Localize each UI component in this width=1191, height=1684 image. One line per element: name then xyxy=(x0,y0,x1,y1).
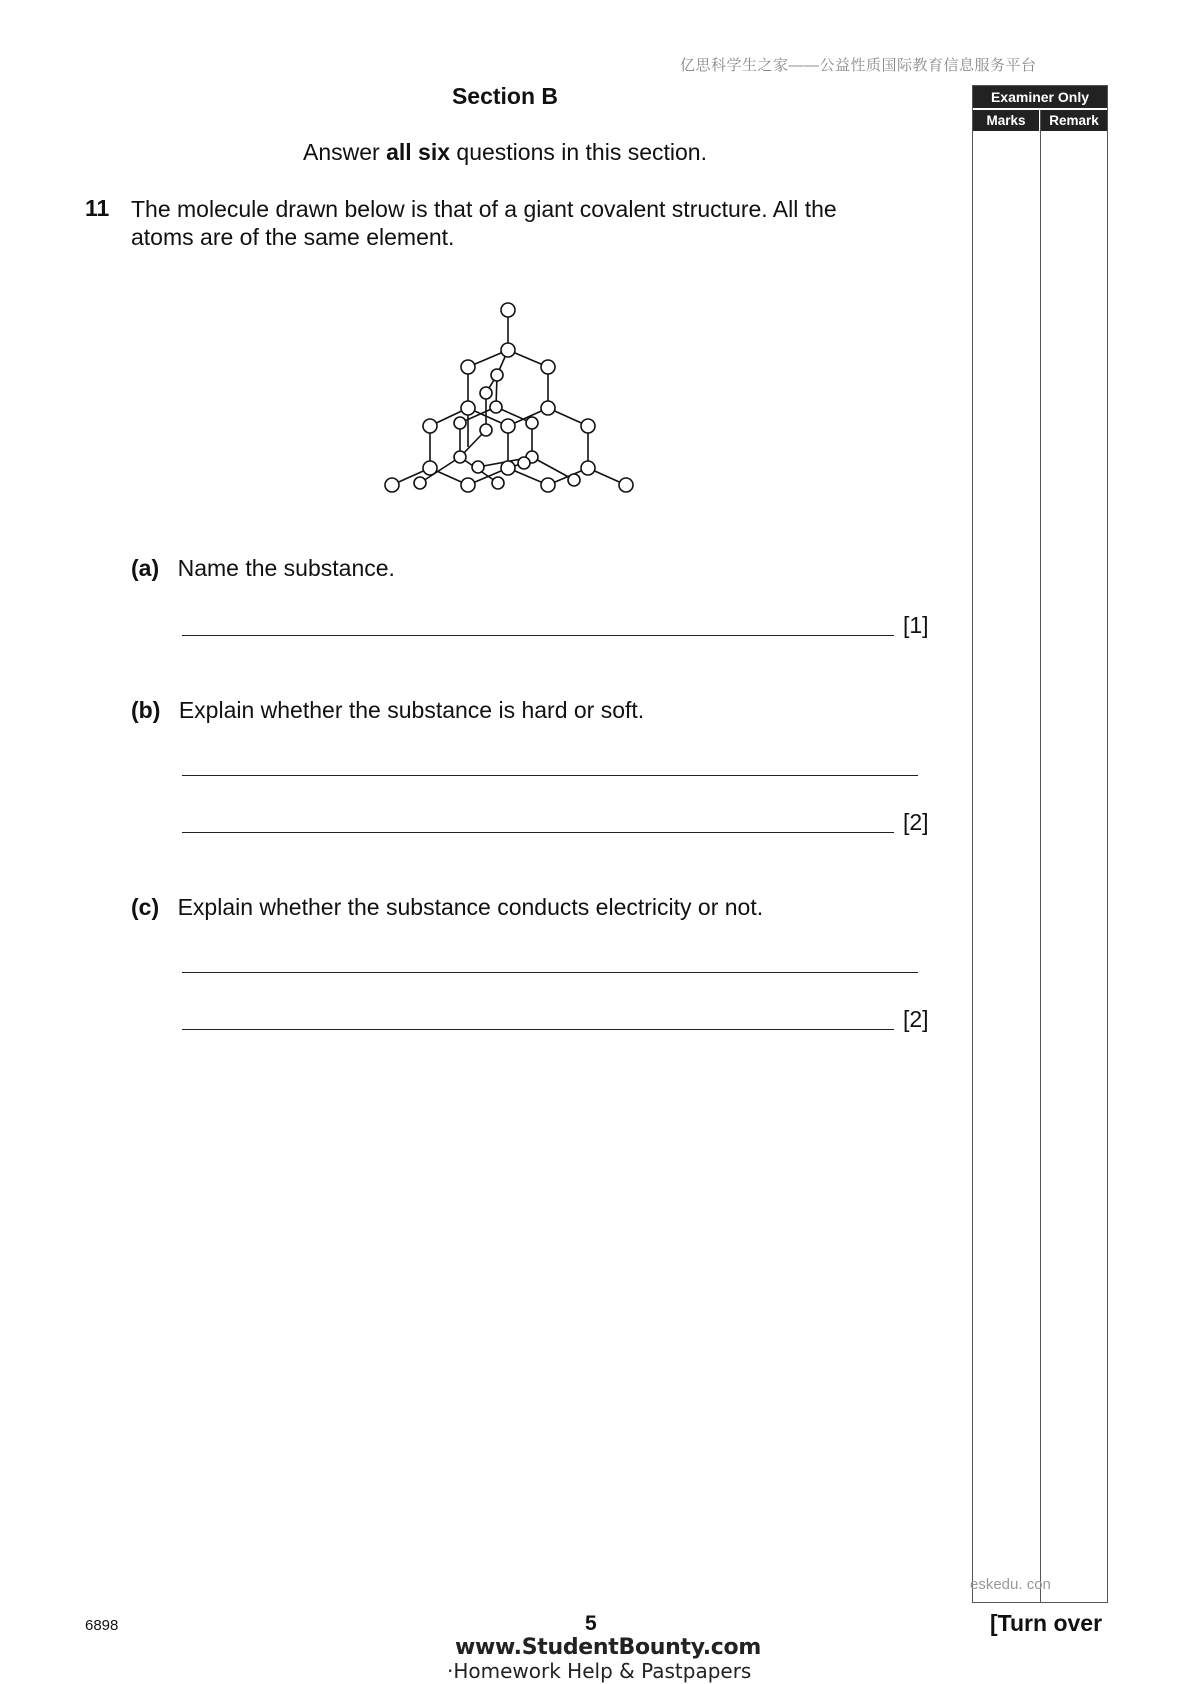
part-a-mark: [1] xyxy=(903,612,929,638)
small-watermark: eskedu. con xyxy=(970,1576,1051,1593)
marks-column-header: Marks xyxy=(973,110,1039,131)
part-a xyxy=(131,555,395,582)
part-c-letter: (c) xyxy=(131,894,160,920)
question-text: The molecule drawn below is that of a giant covalent structure. All the atoms are of the same element. xyxy=(131,196,837,250)
answer-line-c1[interactable] xyxy=(182,972,918,973)
instruction-bold: all six xyxy=(386,139,451,165)
page-number: 5 xyxy=(585,1612,597,1635)
part-b xyxy=(131,697,644,724)
turn-over-label: [Turn over xyxy=(990,1610,1103,1636)
studentbounty-tagline: ·Homework Help & Pastpapers xyxy=(447,1659,752,1683)
studentbounty-url[interactable]: www.StudentBounty.com xyxy=(455,1635,761,1660)
part-b-mark: [2] xyxy=(903,809,929,835)
answer-line-c2[interactable] xyxy=(182,1029,894,1030)
part-c-text: Explain whether the substance conducts electricity or not. xyxy=(177,894,764,920)
diamond-structure-diagram xyxy=(360,295,660,505)
instruction-post: questions in this section. xyxy=(450,139,707,165)
remark-column-header: Remark xyxy=(1041,110,1107,131)
instruction-pre: Answer xyxy=(302,139,387,165)
section-instruction xyxy=(250,139,760,166)
part-a-letter: (a) xyxy=(131,555,160,581)
answer-line-b2[interactable] xyxy=(182,832,894,833)
header-watermark: 亿思科学生之家——公益性质国际教育信息服务平台 xyxy=(680,57,1037,74)
section-title: Section B xyxy=(451,83,559,109)
part-c-mark: [2] xyxy=(903,1006,929,1032)
examiner-only-header: Examiner Only xyxy=(973,86,1107,108)
examiner-only-box xyxy=(972,85,1108,1603)
part-a-text: Name the substance. xyxy=(177,555,395,581)
answer-line-b1[interactable] xyxy=(182,775,918,776)
column-divider xyxy=(1040,110,1041,1602)
part-b-letter: (b) xyxy=(131,697,161,723)
part-c xyxy=(131,894,763,921)
answer-line-a1[interactable] xyxy=(182,635,894,636)
part-b-text: Explain whether the substance is hard or soft. xyxy=(178,697,645,723)
paper-code: 6898 xyxy=(85,1617,119,1634)
question-number: 11 xyxy=(85,195,110,221)
